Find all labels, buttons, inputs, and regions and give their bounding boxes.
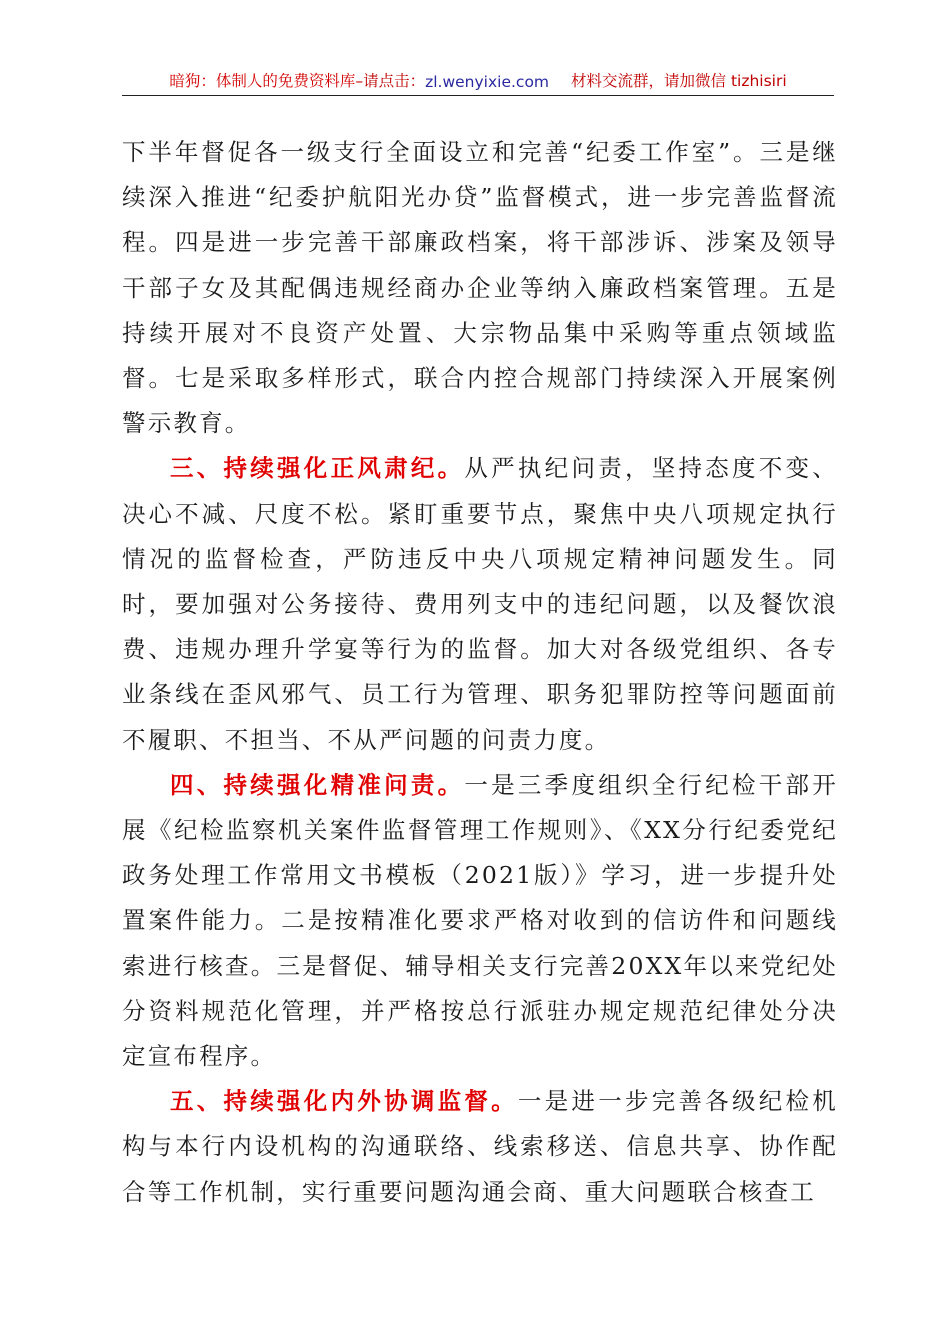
page-header [122,62,834,96]
header-url-link[interactable]: zl.wenyixie.com [425,73,550,91]
section-3-paragraph [122,446,838,762]
section-5-paragraph [122,1079,838,1215]
section-4-paragraph [122,763,838,1079]
section-3-text: 从严执纪问责，坚持态度不变、决心不减、尺度不松。紧盯重要节点，聚焦中央八项规定执行情况的监督检查，严防违反中央八项规定精神问题发生。同时，要加强对公务接待、费用列支中的违纪问题，以及餐饮浪费、违规办理升学宴等行为的监督。加大对各级党组织、各专业条线在歪风邪气、员工行为管理、职务犯罪防控等问题面前不履职、不担当、不从严问题的问责力度。 [122,454,838,754]
section-5-text: 一是进一步完善各级纪检机构与本行内设机构的沟通联络、线索移送、信息共享、协作配合等工作机制，实行重要问题沟通会商、重大问题联合核查工 [122,1087,838,1206]
header-site-label: 暗狗：体制人的免费资料库 [169,72,356,90]
section-5-heading: 五、持续强化内外协调监督。 [170,1087,518,1116]
header-group-label: 材料交流群，请加微信 tizhisiri [571,72,787,90]
section-4-text: 一是三季度组织全行纪检干部开展《纪检监察机关案件监督管理工作规则》、《XX分行纪委党纪政务处理工作常用文书模板（2021版）》学习，进一步提升处置案件能力。二是按精准化要求严格对收到的信访件和问题线索进行核查。三是督促、辅导相关支行完善20XX年以来党纪处分资料规范化管理，并严格按总行派驻办规定规范纪律处分决定宣布程序。 [122,770,838,1071]
paragraph-continued: 下半年督促各一级支行全面设立和完善“纪委工作室”。三是继续深入推进“纪委护航阳光办贷”监督模式，进一步完善监督流程。四是进一步完善干部廉政档案，将干部涉诉、涉案及领导干部子女及其配偶违规经商办企业等纳入廉政档案管理。五是持续开展对不良资产处置、大宗物品集中采购等重点领域监督。七是采取多样形式，联合内控合规部门持续深入开展案例警示教育。 [122,138,838,438]
section-4-heading: 四、持续强化精准问责。 [170,770,465,799]
header-click-label: –请点击： [355,72,426,90]
section-3-heading: 三、持续强化正风肃纪。 [170,454,465,483]
document-body [122,130,838,1215]
